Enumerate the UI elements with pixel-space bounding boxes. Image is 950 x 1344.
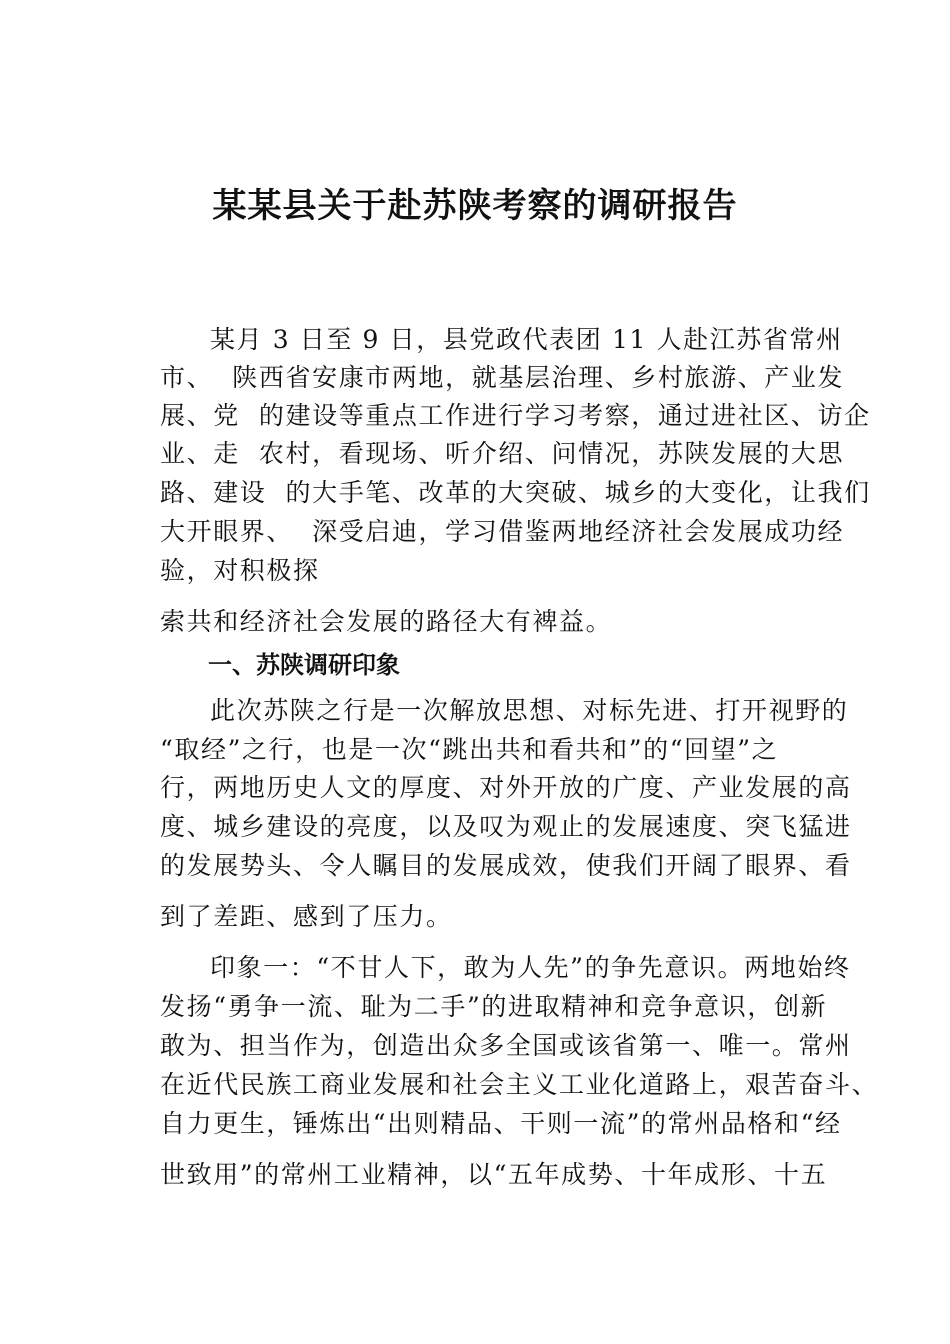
impression1-line-6: 世致用”的常州工业精神，以“五年成势、十年成形、十五 — [160, 1160, 828, 1189]
intro-line-4: 业、走 农村，看现场、听介绍、问情况，苏陕发展的大思 — [160, 439, 845, 468]
document-title: 某某县关于赴苏陕考察的调研报告 — [212, 186, 738, 226]
section1-line-1: 此次苏陕之行是一次解放思想、对标先进、打开视野的 — [210, 696, 849, 725]
impression1-line-4: 在近代民族工商业发展和社会主义工业化道路上，艰苦奋斗、 — [160, 1070, 879, 1099]
intro-line-8: 索共和经济社会发展的路径大有裨益。 — [160, 607, 613, 636]
section1-line-4: 度、城乡建设的亮度，以及叹为观止的发展速度、突飞猛进 — [160, 812, 852, 841]
impression1-line-2: 发扬“勇争一流、耻为二手”的进取精神和竞争意识，创新 — [160, 992, 828, 1021]
intro-line-2: 市、 陕西省安康市两地，就基层治理、乡村旅游、产业发 — [160, 363, 845, 392]
section1-line-6: 到了差距、感到了压力。 — [160, 902, 453, 931]
impression1-line-5: 自力更生，锤炼出“出则精品、干则一流”的常州品格和“经 — [160, 1109, 842, 1138]
impression1-line-3: 敢为、担当作为，创造出众多全国或该省第一、唯一。常州 — [160, 1031, 852, 1060]
intro-line-5: 路、建设 的大手笔、改革的大突破、城乡的大变化，让我们 — [160, 478, 871, 507]
section-heading: 一、苏陕调研印象 — [208, 651, 400, 679]
intro-line-1: 某月 3 日至 9 日，县党政代表团 11 人赴江苏省常州 — [210, 325, 843, 354]
intro-line-3: 展、党 的建设等重点工作进行学习考察，通过进社区、访企 — [160, 401, 871, 430]
intro-line-6: 大开眼界、 深受启迪，学习借鉴两地经济社会发展成功经 — [160, 517, 845, 546]
section1-line-5: 的发展势头、令人瞩目的发展成效，使我们开阔了眼界、看 — [160, 851, 852, 880]
section1-line-2: “取经”之行，也是一次“跳出共和看共和”的“回望”之 — [160, 735, 779, 764]
intro-line-7: 验，对积极探 — [160, 556, 320, 585]
section1-line-3: 行，两地历史人文的厚度、对外开放的广度、产业发展的高 — [160, 773, 852, 802]
impression1-line-1: 印象一：“不甘人下，敢为人先”的争先意识。两地始终 — [210, 953, 851, 982]
